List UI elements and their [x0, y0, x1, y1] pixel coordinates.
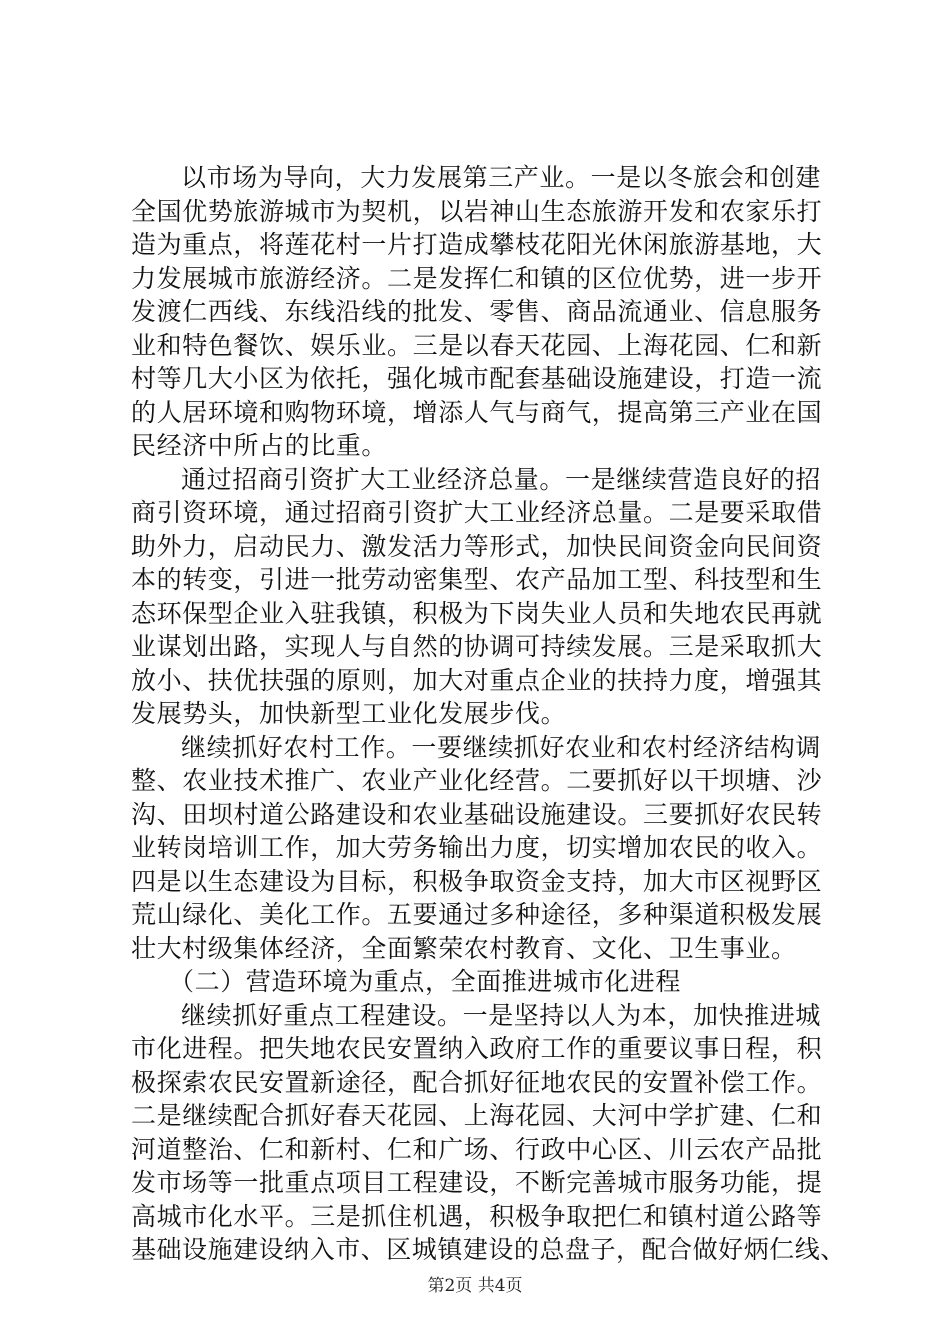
text-line: 业转岗培训工作，加大劳务输出力度，切实增加农民的收入。	[131, 833, 823, 862]
text-line: 继续抓好农村工作。一要继续抓好农业和农村经济结构调	[181, 732, 822, 762]
document-body	[131, 161, 846, 1267]
text-line: 壮大村级集体经济，全面繁荣农村教育、文化、卫生事业。	[131, 933, 797, 963]
text-line: 四是以生态建设为目标，积极争取资金支持，加大市区视野区	[131, 866, 823, 896]
text-line: 河道整治、仁和新村、仁和广场、行政中心区、川云农产品批	[131, 1134, 823, 1164]
text-line: 极探索农民安置新途径，配合抓好征地农民的安置补偿工作。	[131, 1067, 823, 1097]
text-line: 整、农业技术推广、农业产业化经营。二要抓好以干坝塘、沙	[131, 766, 823, 795]
text-line: 高城市化水平。三是抓住机遇，积极争取把仁和镇村道公路等	[131, 1201, 823, 1231]
text-line: 二是继续配合抓好春天花园、上海花园、大河中学扩建、仁和	[131, 1101, 823, 1130]
text-line: 继续抓好重点工程建设。一是坚持以人为本，加快推进城	[181, 1000, 822, 1030]
text-line: 市化进程。把失地农民安置纳入政府工作的重要议事日程，积	[131, 1034, 823, 1063]
text-line: 基础设施建设纳入市、区城镇建设的总盘子，配合做好炳仁线、	[131, 1235, 846, 1264]
text-line: 助外力，启动民力、激发活力等形式，加快民间资金向民间资	[131, 531, 823, 561]
text-line: 村等几大小区为依托，强化城市配套基础设施建设，打造一流	[131, 364, 823, 393]
text-line: 荒山绿化、美化工作。五要通过多种途径，多种渠道积极发展	[131, 900, 823, 929]
text-line: 本的转变，引进一批劳动密集型、农产品加工型、科技型和生	[131, 565, 823, 594]
text-line: 民经济中所占的比重。	[131, 431, 388, 460]
text-line: 造为重点，将莲花村一片打造成攀枝花阳光休闲旅游基地，大	[131, 230, 823, 259]
section-heading: （二）营造环境为重点，全面推进城市化进程	[169, 967, 682, 996]
text-line: 放小、扶优扶强的原则，加大对重点企业的扶持力度，增强其	[131, 665, 823, 695]
text-line: 态环保型企业入驻我镇，积极为下岗失业人员和失地农民再就	[131, 598, 823, 628]
text-line: 全国优势旅游城市为契机，以岩神山生态旅游开发和农家乐打	[131, 196, 823, 226]
text-line: 的人居环境和购物环境，增添人气与商气，提高第三产业在国	[131, 397, 823, 427]
text-line: 商引资环境，通过招商引资扩大工业经济总量。二是要采取借	[131, 498, 823, 527]
text-line: 以市场为导向，大力发展第三产业。一是以冬旅会和创建	[181, 163, 822, 192]
text-line: 力发展城市旅游经济。二是发挥仁和镇的区位优势，进一步开	[131, 263, 823, 293]
text-line: 发展势头，加快新型工业化发展步伐。	[131, 699, 567, 728]
text-line: 沟、田坝村道公路建设和农业基础设施建设。三要抓好农民转	[131, 799, 823, 829]
text-line: 通过招商引资扩大工业经济总量。一是继续营造良好的招	[181, 464, 822, 494]
text-line: 发市场等一批重点项目工程建设，不断完善城市服务功能，提	[131, 1168, 823, 1197]
text-line: 业谋划出路，实现人与自然的协调可持续发展。三是采取抓大	[131, 632, 823, 661]
page-footer: 第2页 共4页	[427, 1276, 523, 1296]
text-line: 业和特色餐饮、娱乐业。三是以春天花园、上海花园、仁和新	[131, 330, 823, 360]
text-line: 发渡仁西线、东线沿线的批发、零售、商品流通业、信息服务	[131, 297, 823, 326]
